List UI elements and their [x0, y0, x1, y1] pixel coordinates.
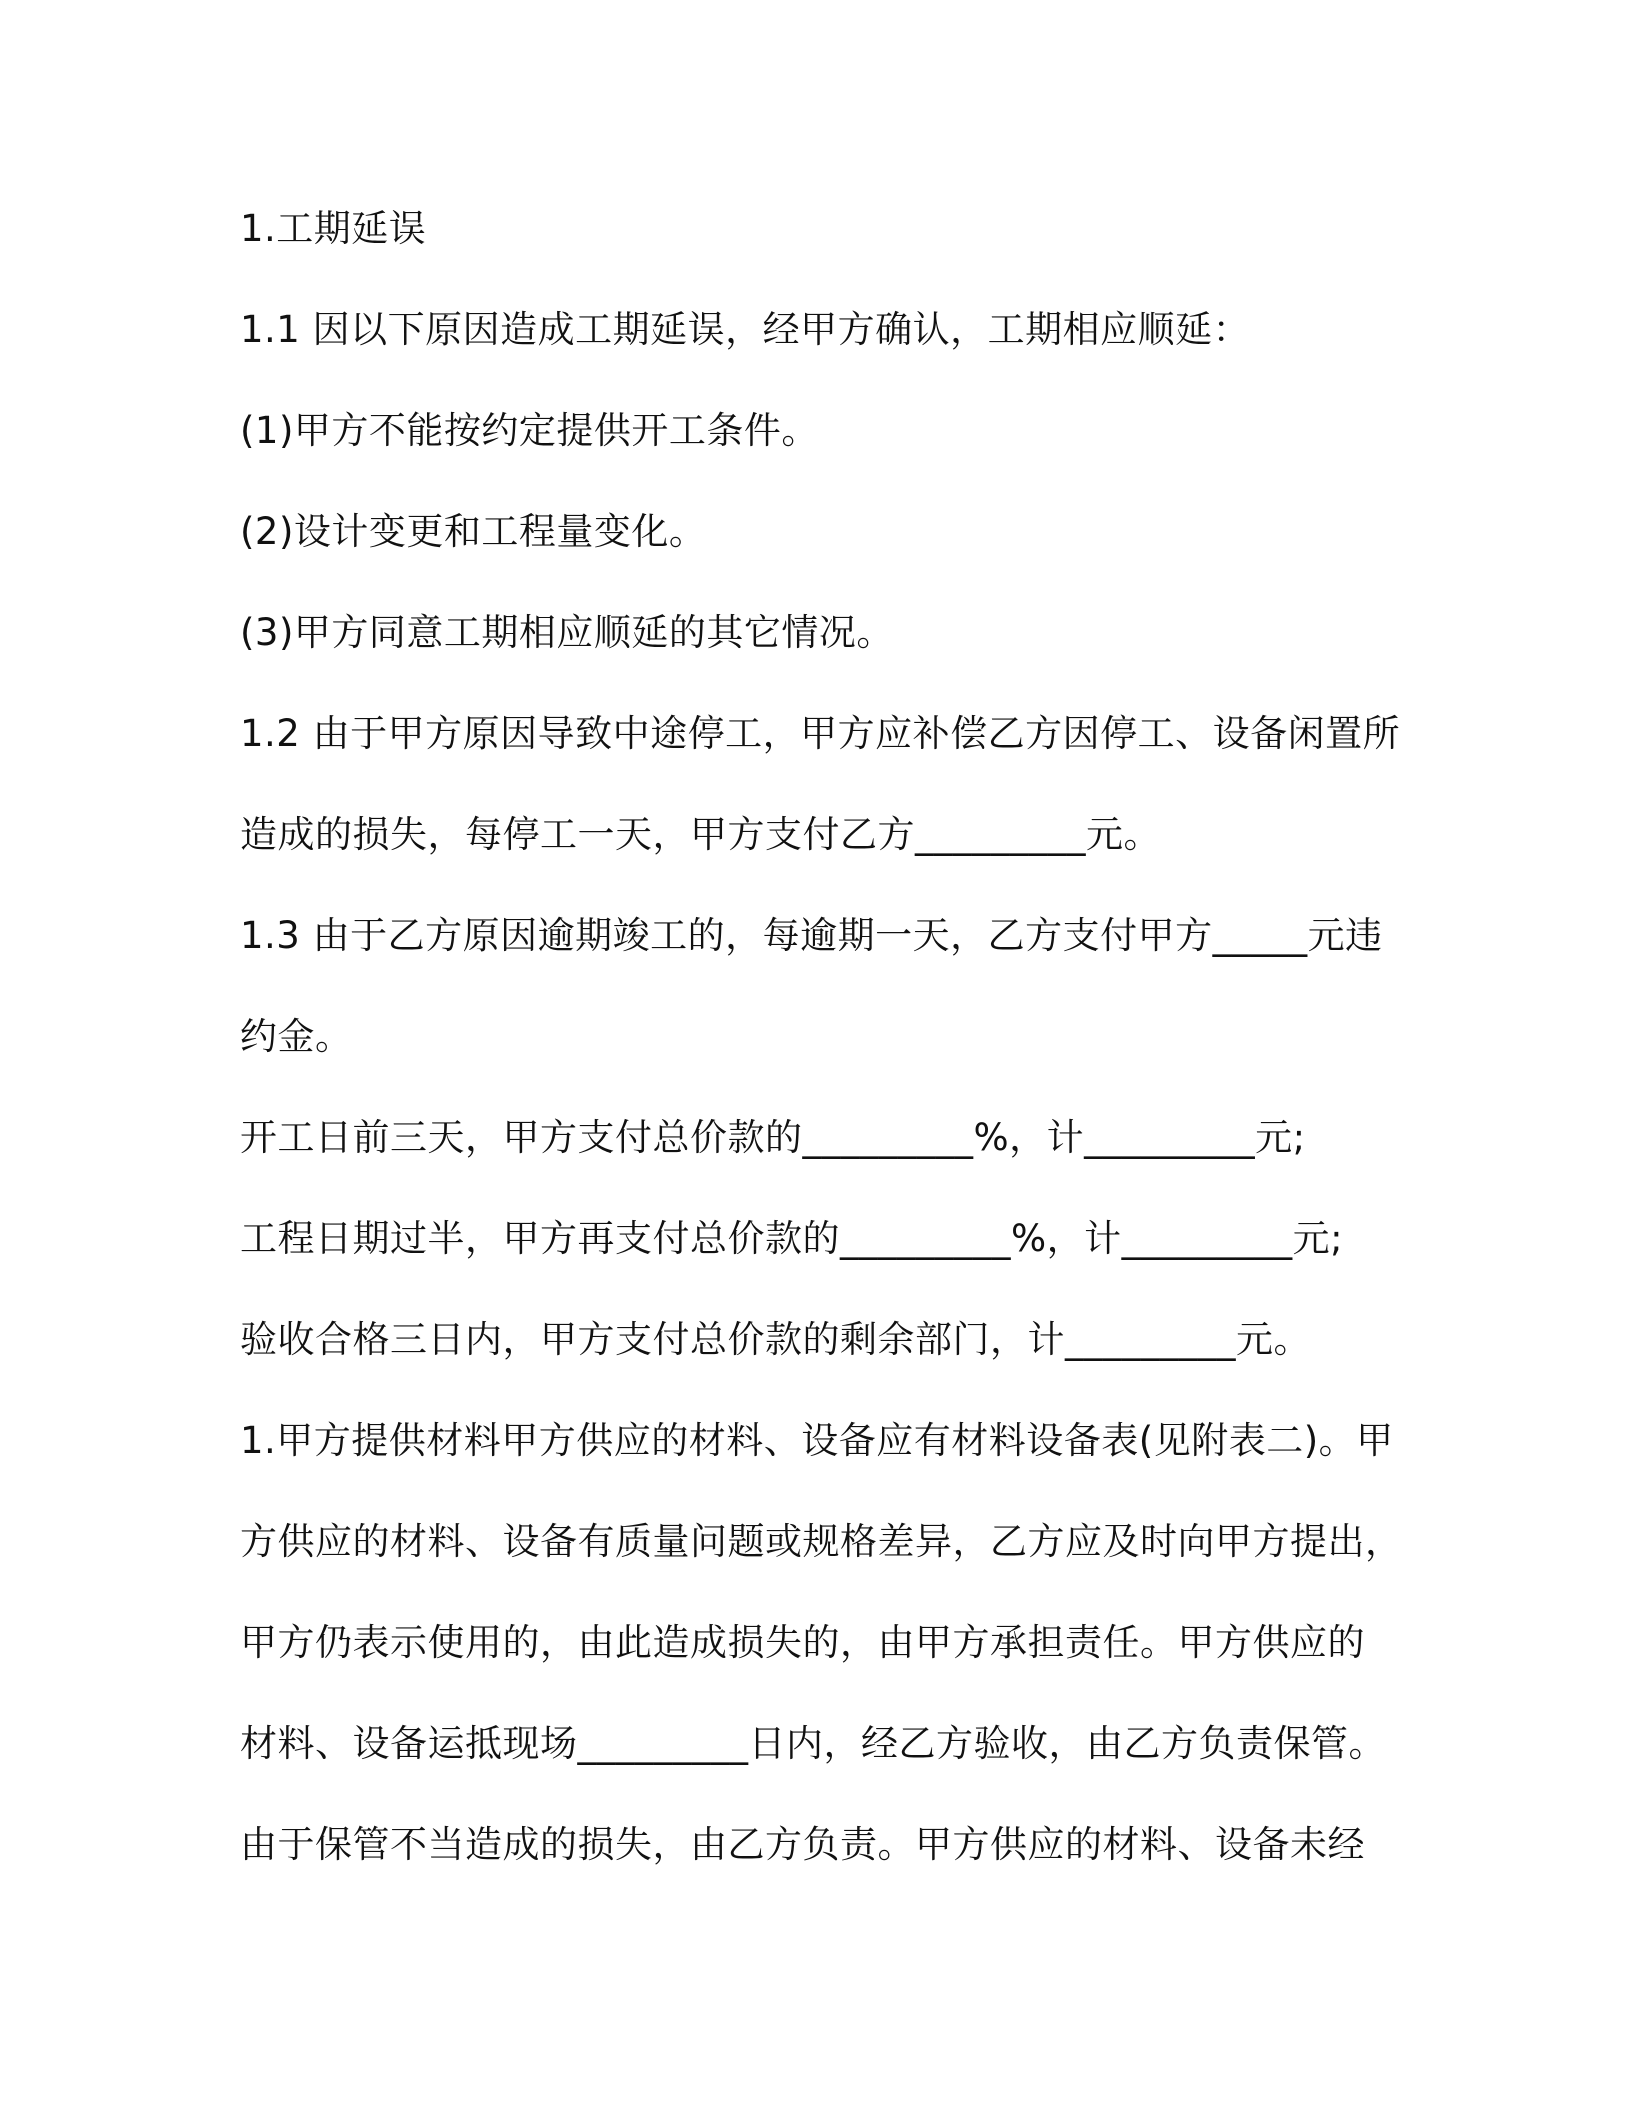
materials-clause-line-2: 方供应的材料、设备有质量问题或规格差异，乙方应及时向甲方提出，: [240, 1520, 1403, 1563]
payment-term-3: 验收合格三日内，甲方支付总价款的剩余部门，计_________元。: [240, 1318, 1311, 1361]
clause-1-1-item-1: (1)甲方不能按约定提供开工条件。: [240, 409, 819, 452]
payment-term-2: 工程日期过半，甲方再支付总价款的_________%，计_________元;: [240, 1217, 1344, 1260]
materials-clause-line-1: 1.甲方提供材料甲方供应的材料、设备应有材料设备表(见附表二)。甲: [240, 1419, 1394, 1462]
clause-1-1: 1.1 因以下原因造成工期延误，经甲方确认，工期相应顺延：: [240, 308, 1251, 351]
section-heading-delay: 1.工期延误: [240, 207, 427, 250]
clause-1-3-line-1: 1.3 由于乙方原因逾期竣工的，每逾期一天，乙方支付甲方_____元违: [240, 914, 1383, 957]
materials-clause-line-5: 由于保管不当造成的损失，由乙方负责。甲方供应的材料、设备未经: [240, 1823, 1365, 1866]
clause-1-2-line-2: 造成的损失，每停工一天，甲方支付乙方_________元。: [240, 813, 1161, 856]
payment-term-1: 开工日前三天，甲方支付总价款的_________%，计_________元;: [240, 1116, 1306, 1159]
clause-1-2-line-1: 1.2 由于甲方原因导致中途停工，甲方应补偿乙方因停工、设备闲置所: [240, 712, 1401, 755]
clause-1-1-item-2: (2)设计变更和工程量变化。: [240, 510, 707, 553]
document-body: [240, 178, 1403, 1895]
clause-1-1-item-3: (3)甲方同意工期相应顺延的其它情况。: [240, 611, 894, 654]
materials-clause-line-4: 材料、设备运抵现场_________日内，经乙方验收，由乙方负责保管。: [240, 1722, 1386, 1765]
materials-clause-line-3: 甲方仍表示使用的，由此造成损失的，由甲方承担责任。甲方供应的: [240, 1621, 1365, 1664]
clause-1-3-line-2: 约金。: [240, 1015, 353, 1058]
